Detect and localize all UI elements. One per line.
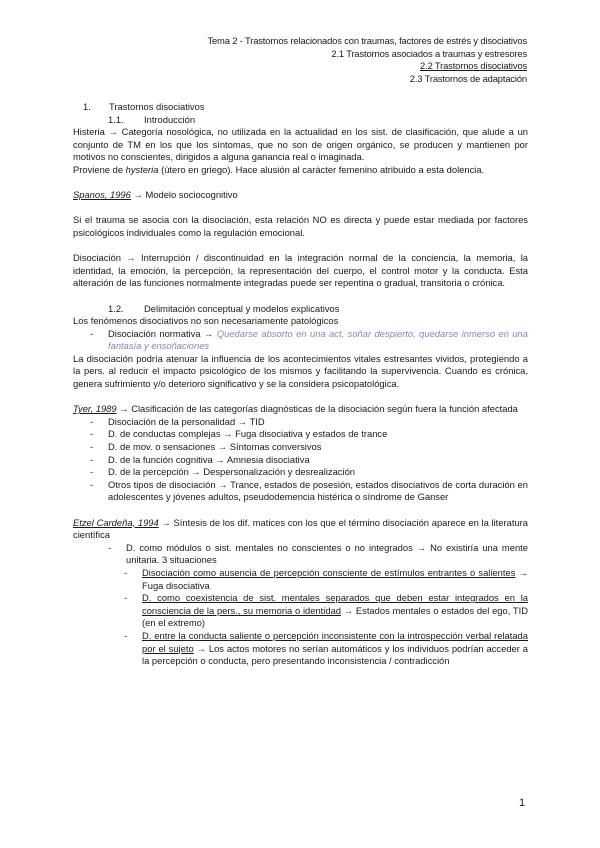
list-dash: - [90,478,94,490]
text-run: → Modelo sociocognitivo [130,189,238,201]
list-item-text: Disociación de la personalidad → TID [108,415,265,427]
text-run: → Los actos motores no serían automáticos y los individuos podrían acceder a la percepción o conducta, pero presentando inconsistencia / contradicción [142,642,528,667]
citation-spanos: Spanos, 1996 [73,189,131,201]
subsection-title: Introducción [144,113,196,125]
subsection-number: 1.1. [108,113,124,125]
header-subtopic-1: 2.1 Trastornos asociados a traumas y estresores [331,47,527,59]
citation-tyer: Tyer, 1989 [73,403,117,415]
nested-list-item [73,567,528,592]
list-item-text: D. de conductas complejas → Fuga disociativa y estados de trance [108,428,388,440]
paragraph-trauma: Si el trauma se asocia con la disociación, esta relación NO es directa y puede estar mediada por factores psicológicos individuales como la regulación emocional. [73,214,528,238]
paragraph-histeria: Histeria → Categoría nosológica, no utilizada en la actualidad en los sist. de clasificación, que alude a un conjunto de TM en los que los síntomas, que no son de origen orgánico, se producen y mantienen por motivos no conscientes, dirigidos a alguna ganancia real o imaginada. [73,126,528,163]
section-heading [73,101,528,114]
list-item-text: D. de mov. o sensaciones → Síntomas conversivos [108,441,322,453]
list-item [73,542,528,567]
list-item-text [108,328,528,353]
text-run: → Estados mentales o estados del ego, TID (en el extremo) [142,604,528,629]
page-number: 1 [519,797,526,809]
list-dash: - [124,629,128,641]
paragraph-tyer [73,403,528,416]
subsection-number: 1.2. [108,302,124,314]
list-item-text: D. como módulos o sist. mentales no conscientes o no integrados → No existiría una mente unitaria. 3 situaciones [126,541,528,566]
list-item [73,479,528,504]
list-dash: - [90,453,94,465]
list-item-text [142,630,528,668]
text-run: → Clasificación de las categorías diagnósticas de la disociación según fuera la función afectada [116,403,518,415]
header-subtopic-3: 2.3 Trastornos de adaptación [409,72,527,84]
list-item-text: D. de la percepción → Despersonalización y desrealización [108,466,356,478]
header-topic-title: Tema 2 - Trastornos relacionados con traumas, factores de estrés y disociativos [207,35,527,46]
header-subtopic-2-current: 2.2 Trastornos disociativos [420,60,527,72]
paragraph-etzel [73,517,528,542]
list-item-text [142,567,528,592]
italic-term: hysteria [125,163,159,175]
list-item-text [142,592,528,630]
example-text: Quedarse absorto en una act, soñar despierto, quedarse inmerso en una fantasía y ensoñaciones [108,327,528,352]
text-run: → Síntesis de los dif. matices con los que el término disociación aparece en la literatura científica [73,516,528,541]
nested-list-item [73,592,528,630]
paragraph-fenomenos: Los fenómenos disociativos no son necesariamente patológicos [73,315,339,327]
subsection-title: Delimitación conceptual y modelos explicativos [144,302,340,314]
citation-etzel: Etzel Cardeña, 1994 [73,516,159,528]
list-dash: - [108,541,112,553]
list-dash: - [90,466,94,478]
list-item [73,454,528,467]
text-run: (útero en griego). Hace alusión al carácter femenino atribuido a esta dolencia. [158,163,485,175]
nested-list-item [73,630,528,668]
underlined-text: D. como coexistencia de sist. mentales separados que deben estar integrados en la consciencia de la pers., su memoria o identidad [142,592,528,616]
list-dash: - [90,327,94,339]
subsection-heading-delimitacion [73,303,528,316]
text-run: Disociación normativa → [108,327,217,339]
list-item [73,441,528,454]
underlined-text: D. entre la conducta saliente o percepción inconsistente con la introspección verbal relatada por el sujeto [142,629,528,654]
list-item [73,416,528,429]
page-header [207,35,527,85]
page-body [73,101,528,668]
list-dash: - [90,428,94,440]
list-item-text: Otros tipos de disociación → Trance, estados de posesión, estados disociativos de corta duración en adolescentes y jóvenes adultos, pseudodemencia histérica o síndrome de Ganser [108,478,528,503]
section-number: 1. [83,101,91,112]
list-item-text: D. de la función cognitiva → Amnesia disociativa [108,453,310,465]
list-item [73,328,528,353]
list-dash: - [90,441,94,453]
section-title: Trastornos disociativos [109,101,205,112]
list-item [73,428,528,441]
underlined-text: Disociación como ausencia de percepción consciente de estímulos entrantes o salientes [142,566,516,578]
paragraph-influencia: La disociación podría atenuar la influencia de los acontecimientos vitales estresantes vividos, protegiendo a la pers. al reducir el impacto psicológico de los mismos y facilitando la supervivencia. Cuando es crónica, genera sufrimiento y/o deterioro significativo y se la considera psicopatológica. [73,352,528,390]
paragraph-etimologia [73,164,528,177]
list-dash: - [124,566,128,578]
paragraph-spanos [73,189,528,202]
text-run: → Fuga disociativa [142,566,528,591]
list-dash: - [90,415,94,427]
paragraph-disociacion-definicion: Disociación → Interrupción / discontinuidad en la integración normal de la conciencia, la memoria, la identidad, la emoción, la percepción, la representación del cuerpo, el control motor y la conducta. Esta alteración de las funciones normalmente integradas puede ser repentina o gradual, transitoria o crónica. [73,252,528,289]
text-run: Proviene de [73,163,126,175]
list-dash: - [124,592,128,604]
subsection-heading-intro [73,114,528,127]
list-item [73,466,528,479]
